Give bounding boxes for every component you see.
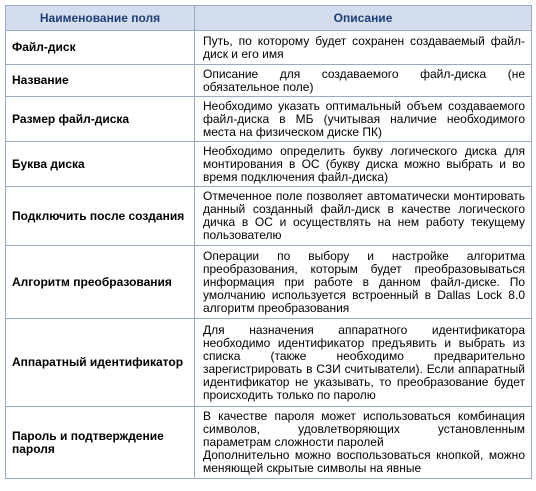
table-row	[6, 97, 532, 142]
description-text: Операции по выбору и настройке алгоритма преобразования, которым будет преобразовываться информация при работе в данном файл-диске. По умолчанию используется встроенный в Dallas Lock 8.0 алгоритм преобразования	[203, 248, 525, 315]
table-header	[6, 6, 532, 31]
field-name: Аппаратный идентификатор	[6, 319, 195, 407]
description-text: Отмеченное поле позволяет автоматически монтировать данный созданный файл-диск в качестве логического дичка в ОС и осуществлять на нем работу текущему пользователю	[203, 189, 525, 242]
description-text: Для назначения аппаратного идентификатора необходимо идентификатор предъявить и выбрать из списка (также необходимо предварительно зарегистрировать в СЗИ считыватели). Если аппаратный идентификатор не указывать, то преобразование будет происходить только по паролю	[203, 322, 525, 402]
field-description	[195, 97, 532, 142]
column-header-field-name: Наименование поля	[6, 6, 195, 31]
description-text: Необходимо определить букву логического диска для монтирования в ОС (букву диска можно выбрать и во время подключения файл-диска)	[203, 143, 525, 184]
description-text: Описание для создаваемого файл-диска (не обязательное поле)	[203, 66, 525, 94]
description-text: В качестве пароля может использоваться комбинация символов, удовлетворяющих установленным параметрам сложности паролей	[203, 409, 525, 449]
field-description	[195, 187, 532, 246]
field-name: Название	[6, 65, 195, 97]
field-name: Файл-диск	[6, 31, 195, 65]
table-row	[6, 187, 532, 246]
field-name: Размер файл-диска	[6, 97, 195, 142]
field-description	[195, 142, 532, 187]
fields-table	[5, 5, 532, 479]
description-text: Дополнительно можно воспользоваться кнопкой, можно меняющей скрытые символы на явные	[203, 448, 525, 475]
field-name: Буква диска	[6, 142, 195, 187]
column-header-description: Описание	[195, 6, 532, 31]
field-name: Подключить после создания	[6, 187, 195, 246]
table-row	[6, 407, 532, 479]
header-row	[6, 6, 532, 31]
field-description	[195, 407, 532, 479]
table-row	[6, 31, 532, 65]
table-row	[6, 319, 532, 407]
table-body	[6, 31, 532, 479]
table-row	[6, 246, 532, 319]
field-name: Пароль и подтверждение пароля	[6, 407, 195, 479]
table-row	[6, 65, 532, 97]
table-row	[6, 142, 532, 187]
field-description	[195, 246, 532, 319]
description-text: Необходимо указать оптимальный объем создаваемого файл-диска в МБ (учитывая наличие необходимого места на физическом диске ПК)	[203, 98, 525, 139]
field-description	[195, 31, 532, 65]
field-description	[195, 319, 532, 407]
description-text: Путь, по которому будет сохранен создаваемый файл-диск и его имя	[203, 33, 525, 61]
field-description	[195, 65, 532, 97]
field-name: Алгоритм преобразования	[6, 246, 195, 319]
